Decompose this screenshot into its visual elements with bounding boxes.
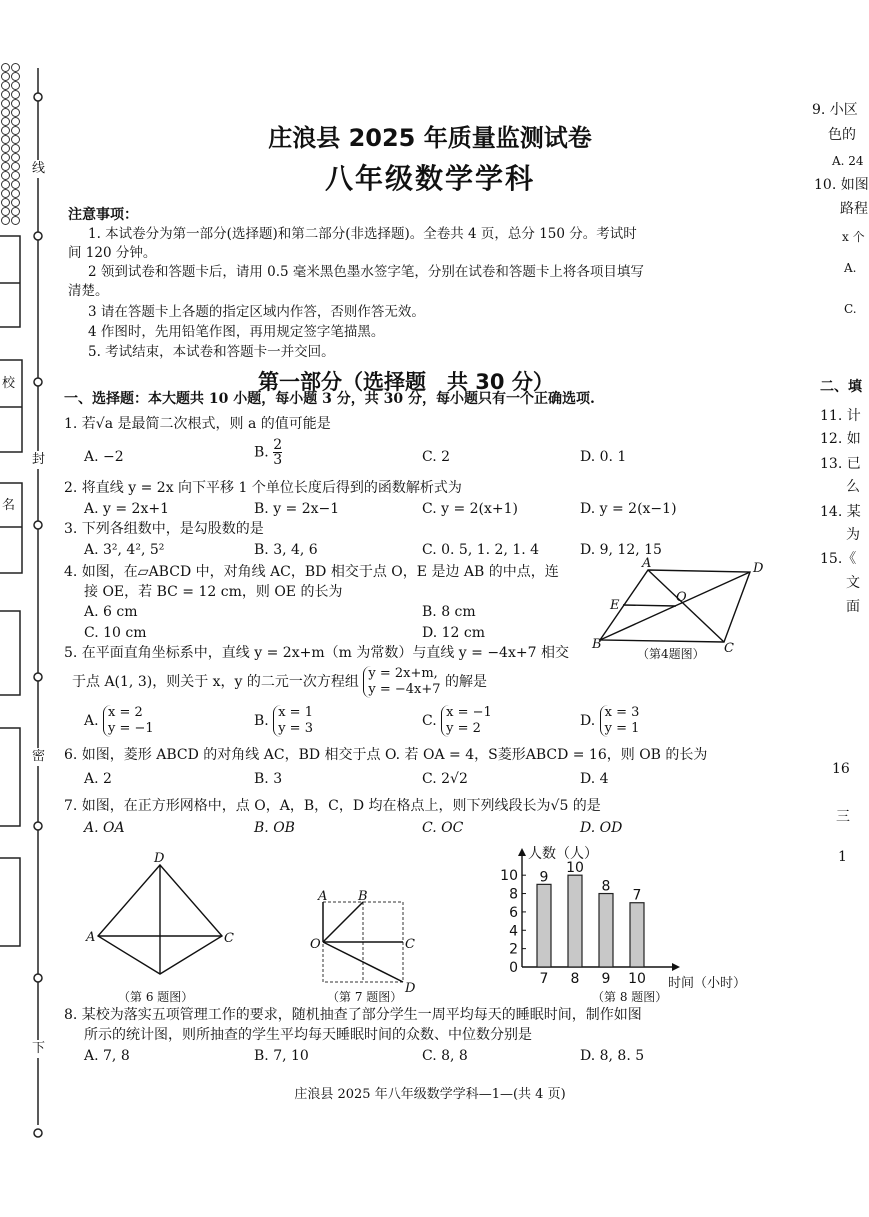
q3-option-d: D. 9, 12, 15 — [580, 542, 662, 558]
q8-caption: （第 8 题图） — [592, 990, 668, 1004]
q2-option-b: B. y = 2x−1 — [254, 501, 340, 517]
rc-q9c: A. 24 — [832, 154, 864, 168]
q7-label-c: C — [405, 937, 415, 952]
q4-label-e: E — [610, 598, 620, 613]
q8-option-a: A. 7, 8 — [84, 1048, 130, 1064]
x-axis-label: 时间（小时） — [668, 976, 747, 991]
rc-q15a: 15.《 — [820, 551, 857, 567]
q6-option-d: D. 4 — [580, 771, 609, 787]
rc-q17: 1 — [838, 849, 847, 865]
note-4: 4 作图时，先用铅笔作图，再用规定签字笔描黑。 — [88, 324, 385, 340]
rc-q14a: 14. 某 — [820, 504, 861, 520]
rc-q11: 11. 计 — [820, 408, 861, 424]
bar — [630, 903, 644, 967]
margin-char-mi: 密 — [32, 749, 46, 764]
q7-stem: 7. 如图，在正方形网格中，点 O，A，B，C，D 均在格点上，则下列线段长为√5 的是 — [64, 798, 601, 814]
q1-option-d: D. 0. 1 — [580, 449, 627, 465]
q1-option-a: A. −2 — [84, 449, 124, 465]
q7-option-b: B. OB — [254, 820, 295, 836]
note-2b: 清楚。 — [68, 283, 109, 299]
category-label: 8 — [570, 971, 580, 987]
q4-option-c: C. 10 cm — [84, 625, 147, 641]
rc-q13a: 13. 已 — [820, 456, 861, 472]
q8-stem-2: 所示的统计图，则所抽查的学生平均每天睡眠时间的众数、中位数分别是 — [84, 1027, 532, 1043]
y-tick-label: 6 — [509, 904, 518, 921]
rc-q9b: 色的 — [828, 127, 856, 143]
q4-stem-1: 4. 如图，在▱ABCD 中，对角线 AC，BD 相交于点 O，E 是边 AB 的中点，连 — [64, 564, 559, 580]
bar — [537, 884, 551, 967]
rc-sec3: 三 — [836, 809, 850, 825]
q5-option-b: B. x = 1 y = 3 — [254, 705, 313, 736]
q7-option-a: A. OA — [84, 820, 125, 836]
q6-label-a: A — [86, 930, 96, 945]
q8-option-d: D. 8, 8. 5 — [580, 1048, 645, 1064]
rc-q13b: 么 — [846, 479, 860, 495]
side-box-label-name: 名 — [2, 498, 16, 513]
q5-stem-1: 5. 在平面直角坐标系中，直线 y = 2x+m（m 为常数）与直线 y = −4x+7 相交 — [64, 645, 569, 661]
note-1b: 间 120 分钟。 — [68, 245, 157, 261]
q2-option-c: C. y = 2(x+1) — [422, 501, 519, 517]
q3-option-b: B. 3, 4, 6 — [254, 542, 318, 558]
q6-label-c: C — [224, 931, 234, 946]
q8-stem-1: 8. 某校为落实五项管理工作的要求，随机抽查了部分学生一周平均每天的睡眠时间，制作如图 — [64, 1007, 642, 1023]
q7-option-d: D. OD — [580, 820, 623, 836]
q6-option-a: A. 2 — [84, 771, 112, 787]
rc-q10b: 路程 — [840, 201, 868, 217]
y-tick-label: 2 — [509, 941, 518, 958]
q6-option-b: B. 3 — [254, 771, 283, 787]
page-footer: 庄浪县 2025 年八年级数学学科—1—(共 4 页) — [294, 1087, 566, 1102]
rc-sec2: 二、填 — [820, 379, 862, 395]
y-tick-label: 8 — [509, 886, 518, 903]
rc-q14b: 为 — [846, 527, 860, 543]
q2-stem: 2. 将直线 y = 2x 向下平移 1 个单位长度后得到的函数解析式为 — [64, 480, 462, 496]
margin-char-xia: 下 — [32, 1041, 46, 1056]
notes-heading: 注意事项： — [68, 207, 138, 223]
q7-option-c: C. OC — [422, 820, 464, 836]
rc-q9a: 9. 小区 — [812, 102, 858, 118]
q5-option-d: D. x = 3 y = 1 — [580, 705, 640, 736]
y-tick-label: 10 — [500, 868, 518, 885]
q3-option-a: A. 3², 4², 5² — [84, 542, 165, 558]
q2-option-a: A. y = 2x+1 — [84, 501, 169, 517]
q7-label-d: D — [405, 981, 416, 996]
y-tick-label: 4 — [509, 923, 518, 940]
q4-label-a: A — [642, 556, 652, 571]
q7-label-a: A — [318, 889, 328, 904]
q1-option-c: C. 2 — [422, 449, 451, 465]
y-axis-label: 人数（人） — [528, 846, 598, 862]
rc-q10d: A. — [844, 261, 857, 275]
note-5: 5. 考试结束，本试卷和答题卡一并交回。 — [88, 344, 335, 360]
q4-caption: （第4题图） — [637, 647, 705, 661]
q2-option-d: D. y = 2(x−1) — [580, 501, 677, 517]
q4-stem-2: 接 OE，若 BC = 12 cm，则 OE 的长为 — [84, 584, 343, 600]
q4-label-d: D — [753, 561, 764, 576]
q4-option-a: A. 6 cm — [84, 604, 138, 620]
data-label: 9 — [539, 869, 549, 886]
q6-label-d: D — [154, 851, 165, 866]
data-label: 7 — [632, 887, 642, 904]
rc-q15c: 面 — [846, 599, 860, 615]
margin-char-feng: 封 — [32, 452, 46, 467]
q5-option-c: C. x = −1 y = 2 — [422, 705, 492, 736]
rc-q12: 12. 如 — [820, 431, 861, 447]
rc-q10a: 10. 如图 — [814, 177, 869, 193]
note-2a: 2 领到试卷和答题卡后，请用 0.5 毫米黑色墨水签字笔，分别在试卷和答题卡上将各项目填写 — [88, 264, 644, 280]
q8-option-c: C. 8, 8 — [422, 1048, 468, 1064]
q5-stem-2: 于点 A(1, 3)，则关于 x，y 的二元一次方程组 y = 2x+m, y = −4x+7 的解是 — [72, 666, 487, 697]
q8-option-b: B. 7, 10 — [254, 1048, 309, 1064]
rc-q10e: C. — [844, 302, 857, 316]
q4-option-b: B. 8 cm — [422, 604, 476, 620]
rc-q10c: x 个 — [842, 230, 865, 244]
section-1-intro: 一、选择题：本大题共 10 小题，每小题 3 分，共 30 分，每小题只有一个正确选项. — [64, 391, 595, 407]
q4-option-d: D. 12 cm — [422, 625, 486, 641]
q6-stem: 6. 如图，菱形 ABCD 的对角线 AC，BD 相交于点 O. 若 OA = 4，S菱形ABCD = 16，则 OB 的长为 — [64, 747, 708, 763]
bar — [568, 875, 582, 967]
q7-label-b: B — [358, 889, 368, 904]
note-3: 3 请在答题卡上各题的指定区域内作答，否则作答无效。 — [88, 304, 425, 320]
q4-parallelogram-figure — [590, 556, 770, 656]
data-label: 8 — [601, 878, 611, 895]
rc-q16: 16 — [832, 761, 850, 777]
data-label: 10 — [566, 860, 584, 877]
page-title: 庄浪县 2025 年质量监测试卷 — [268, 124, 592, 152]
q3-option-c: C. 0. 5, 1. 2, 1. 4 — [422, 542, 540, 558]
category-label: 7 — [539, 971, 549, 987]
side-box-label-school: 校 — [2, 376, 16, 391]
note-1a: 1. 本试卷分为第一部分(选择题)和第二部分(非选择题)。全卷共 4 页，总分 150 分。考试时 — [88, 226, 637, 242]
q4-label-c: C — [724, 641, 734, 656]
q4-label-b: B — [592, 637, 602, 652]
q3-stem: 3. 下列各组数中，是勾股数的是 — [64, 521, 264, 537]
q1-stem: 1. 若√a 是最简二次根式，则 a 的值可能是 — [64, 416, 331, 432]
q6-rhombus-figure — [82, 850, 242, 980]
page-subtitle: 八年级数学学科 — [324, 162, 535, 195]
q7-grid-figure — [305, 888, 425, 998]
q4-label-o: O — [676, 590, 687, 605]
rc-q15b: 文 — [846, 575, 860, 591]
bar — [599, 894, 613, 967]
category-label: 9 — [601, 971, 611, 987]
q7-label-o: O — [310, 937, 321, 952]
y-axis-arrow — [518, 848, 526, 856]
q8-bar-chart — [490, 840, 760, 1000]
section-1-heading: 第一部分（选择题 共 30 分） — [258, 370, 554, 394]
q5-option-a: A. x = 2 y = −1 — [84, 705, 154, 736]
q7-caption: （第 7 题图） — [327, 990, 403, 1004]
q6-option-c: C. 2√2 — [422, 771, 468, 787]
x-axis-arrow — [672, 963, 680, 971]
margin-char-xian: 线 — [32, 161, 46, 176]
q6-caption: （第 6 题图） — [118, 990, 194, 1004]
q1-option-b: B. $\frac{2}{3}$ — [254, 437, 283, 468]
y-tick-label: 0 — [509, 960, 518, 976]
category-label: 10 — [628, 971, 646, 987]
